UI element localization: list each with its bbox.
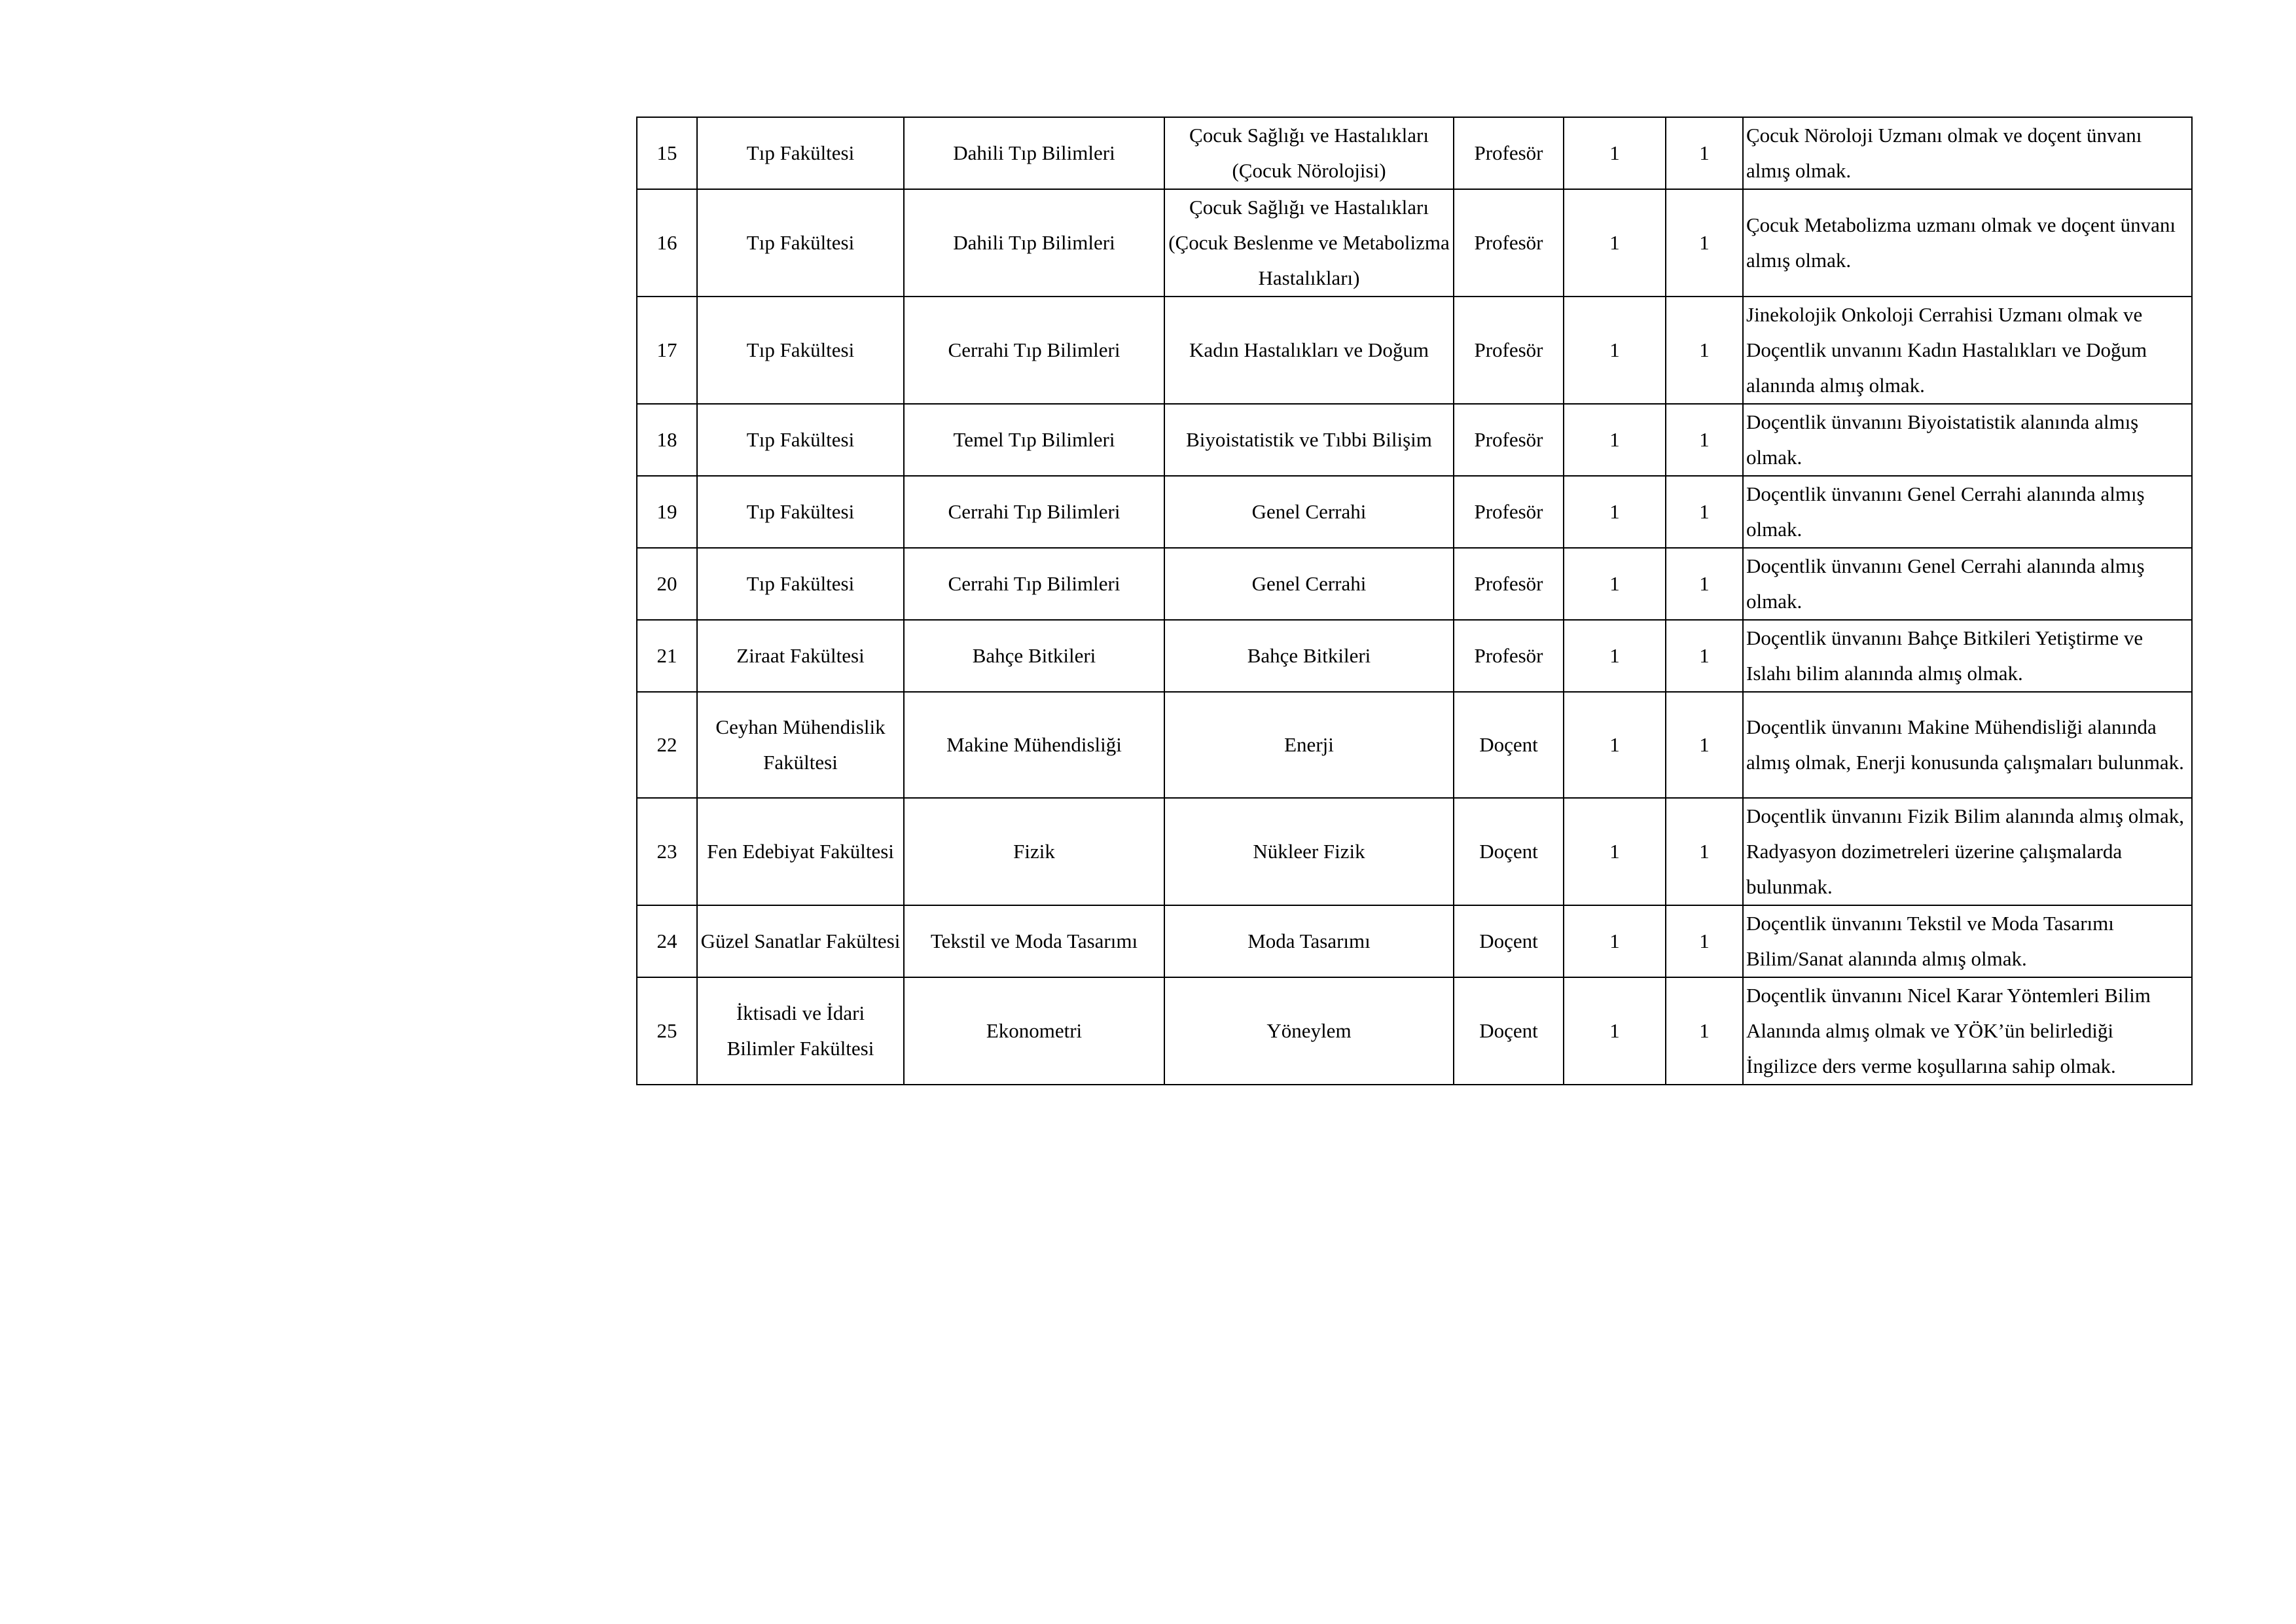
faculty-cell: Fen Edebiyat Fakültesi [697,798,904,905]
degree-cell: 1 [1564,476,1666,548]
faculty-cell: Tıp Fakültesi [697,189,904,297]
requirement-cell: Doçentlik ünvanını Genel Cerrahi alanında almış olmak. [1743,548,2192,620]
requirement-cell: Doçentlik ünvanını Biyoistatistik alanında almış olmak. [1743,404,2192,476]
field-cell: Genel Cerrahi [1164,548,1454,620]
table-body [637,117,2192,1085]
department-cell: Fizik [904,798,1164,905]
department-cell: Cerrahi Tıp Bilimleri [904,476,1164,548]
department-cell: Cerrahi Tıp Bilimleri [904,548,1164,620]
department-cell: Temel Tıp Bilimleri [904,404,1164,476]
department-cell: Dahili Tıp Bilimleri [904,117,1164,189]
department-cell: Dahili Tıp Bilimleri [904,189,1164,297]
requirement-cell: Çocuk Metabolizma uzmanı olmak ve doçent ünvanı almış olmak. [1743,189,2192,297]
title-cell: Doçent [1454,905,1564,977]
field-cell: Genel Cerrahi [1164,476,1454,548]
field-cell: Çocuk Sağlığı ve Hastalıkları (Çocuk Nörolojisi) [1164,117,1454,189]
faculty-cell: İktisadi ve İdari Bilimler Fakültesi [697,977,904,1085]
row-number: 19 [637,476,697,548]
faculty-cell: Güzel Sanatlar Fakültesi [697,905,904,977]
table-row [637,117,2192,189]
count-cell: 1 [1666,905,1743,977]
faculty-cell: Tıp Fakültesi [697,548,904,620]
count-cell: 1 [1666,476,1743,548]
field-cell: Enerji [1164,692,1454,798]
title-cell: Doçent [1454,798,1564,905]
row-number: 17 [637,297,697,404]
count-cell: 1 [1666,189,1743,297]
table-row [637,905,2192,977]
field-cell: Moda Tasarımı [1164,905,1454,977]
department-cell: Ekonometri [904,977,1164,1085]
degree-cell: 1 [1564,905,1666,977]
faculty-cell: Tıp Fakültesi [697,117,904,189]
count-cell: 1 [1666,297,1743,404]
requirement-cell: Doçentlik ünvanını Makine Mühendisliği alanında almış olmak, Enerji konusunda çalışmaları bulunmak. [1743,692,2192,798]
degree-cell: 1 [1564,117,1666,189]
requirement-cell: Doçentlik ünvanını Bahçe Bitkileri Yetiştirme ve Islahı bilim alanında almış olmak. [1743,620,2192,692]
staff-positions-table [636,117,2193,1085]
degree-cell: 1 [1564,189,1666,297]
requirement-cell: Doçentlik ünvanını Genel Cerrahi alanında almış olmak. [1743,476,2192,548]
requirement-cell: Jinekolojik Onkoloji Cerrahisi Uzmanı olmak ve Doçentlik unvanını Kadın Hastalıkları ve Doğum alanında almış olmak. [1743,297,2192,404]
degree-cell: 1 [1564,548,1666,620]
table-row [637,977,2192,1085]
count-cell: 1 [1666,117,1743,189]
degree-cell: 1 [1564,977,1666,1085]
faculty-cell: Tıp Fakültesi [697,297,904,404]
row-number: 24 [637,905,697,977]
department-cell: Bahçe Bitkileri [904,620,1164,692]
table-row [637,404,2192,476]
field-cell: Yöneylem [1164,977,1454,1085]
field-cell: Biyoistatistik ve Tıbbi Bilişim [1164,404,1454,476]
table-row [637,692,2192,798]
requirement-cell: Çocuk Nöroloji Uzmanı olmak ve doçent ünvanı almış olmak. [1743,117,2192,189]
title-cell: Profesör [1454,620,1564,692]
title-cell: Profesör [1454,297,1564,404]
department-cell: Makine Mühendisliği [904,692,1164,798]
row-number: 18 [637,404,697,476]
degree-cell: 1 [1564,404,1666,476]
title-cell: Doçent [1454,692,1564,798]
title-cell: Profesör [1454,548,1564,620]
count-cell: 1 [1666,692,1743,798]
row-number: 22 [637,692,697,798]
row-number: 23 [637,798,697,905]
table-row [637,620,2192,692]
department-cell: Cerrahi Tıp Bilimleri [904,297,1164,404]
faculty-cell: Ziraat Fakültesi [697,620,904,692]
count-cell: 1 [1666,404,1743,476]
field-cell: Kadın Hastalıkları ve Doğum [1164,297,1454,404]
faculty-cell: Tıp Fakültesi [697,476,904,548]
title-cell: Profesör [1454,189,1564,297]
row-number: 15 [637,117,697,189]
row-number: 16 [637,189,697,297]
title-cell: Profesör [1454,117,1564,189]
field-cell: Çocuk Sağlığı ve Hastalıkları (Çocuk Beslenme ve Metabolizma Hastalıkları) [1164,189,1454,297]
table-row [637,548,2192,620]
count-cell: 1 [1666,798,1743,905]
row-number: 20 [637,548,697,620]
row-number: 21 [637,620,697,692]
table-row [637,189,2192,297]
field-cell: Nükleer Fizik [1164,798,1454,905]
count-cell: 1 [1666,977,1743,1085]
degree-cell: 1 [1564,798,1666,905]
table-row [637,476,2192,548]
count-cell: 1 [1666,548,1743,620]
title-cell: Profesör [1454,476,1564,548]
count-cell: 1 [1666,620,1743,692]
table-row [637,297,2192,404]
requirement-cell: Doçentlik ünvanını Fizik Bilim alanında almış olmak, Radyasyon dozimetreleri üzerine çalışmalarda bulunmak. [1743,798,2192,905]
degree-cell: 1 [1564,692,1666,798]
requirement-cell: Doçentlik ünvanını Tekstil ve Moda Tasarımı Bilim/Sanat alanında almış olmak. [1743,905,2192,977]
table-row [637,798,2192,905]
degree-cell: 1 [1564,620,1666,692]
department-cell: Tekstil ve Moda Tasarımı [904,905,1164,977]
title-cell: Doçent [1454,977,1564,1085]
field-cell: Bahçe Bitkileri [1164,620,1454,692]
faculty-cell: Tıp Fakültesi [697,404,904,476]
title-cell: Profesör [1454,404,1564,476]
requirement-cell: Doçentlik ünvanını Nicel Karar Yöntemleri Bilim Alanında almış olmak ve YÖK’ün belirlediği İngilizce ders verme koşullarına sahip olmak. [1743,977,2192,1085]
degree-cell: 1 [1564,297,1666,404]
faculty-cell: Ceyhan Mühendislik Fakültesi [697,692,904,798]
row-number: 25 [637,977,697,1085]
